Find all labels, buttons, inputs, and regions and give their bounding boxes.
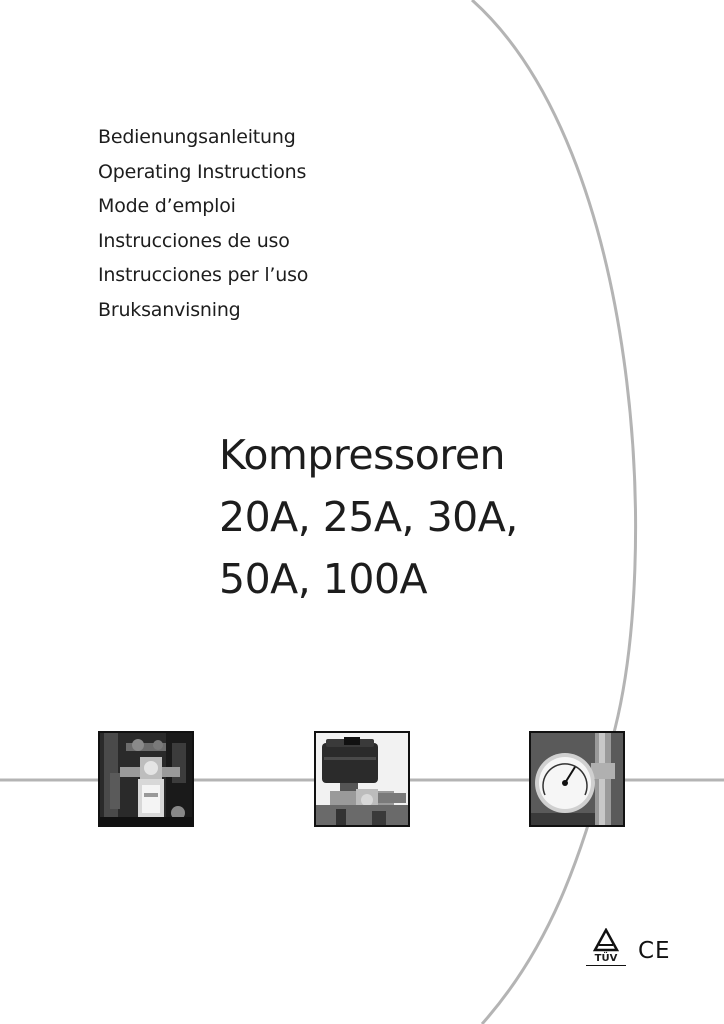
language-fr: Mode d’emploi	[98, 195, 236, 217]
tuv-mark	[586, 928, 626, 966]
tuv-triangle-icon	[586, 928, 626, 954]
photo-pressure-switch	[314, 731, 410, 827]
language-it: Instrucciones per l’uso	[98, 264, 309, 286]
language-en: Operating Instructions	[98, 160, 307, 183]
language-de: Bedienungsanleitung	[98, 126, 296, 148]
title-line-3: 50A, 100A	[219, 555, 428, 603]
photo-regulator-filter	[98, 731, 194, 827]
pressure-gauge-icon	[531, 733, 623, 825]
title-line-2: 20A, 25A, 30A,	[219, 493, 518, 541]
ce-mark: CE	[638, 938, 671, 964]
certification-marks	[586, 928, 671, 966]
tuv-label: TÜV	[586, 953, 626, 966]
pressure-regulator-filter-icon	[100, 733, 192, 825]
language-sv: Bruksanvisning	[98, 298, 241, 321]
photo-pressure-gauge	[529, 731, 625, 827]
language-es: Instrucciones de uso	[98, 229, 290, 252]
pressure-switch-icon	[316, 733, 408, 825]
document-title	[219, 424, 518, 610]
language-list	[98, 120, 308, 327]
title-line-1: Kompressoren	[219, 431, 506, 479]
